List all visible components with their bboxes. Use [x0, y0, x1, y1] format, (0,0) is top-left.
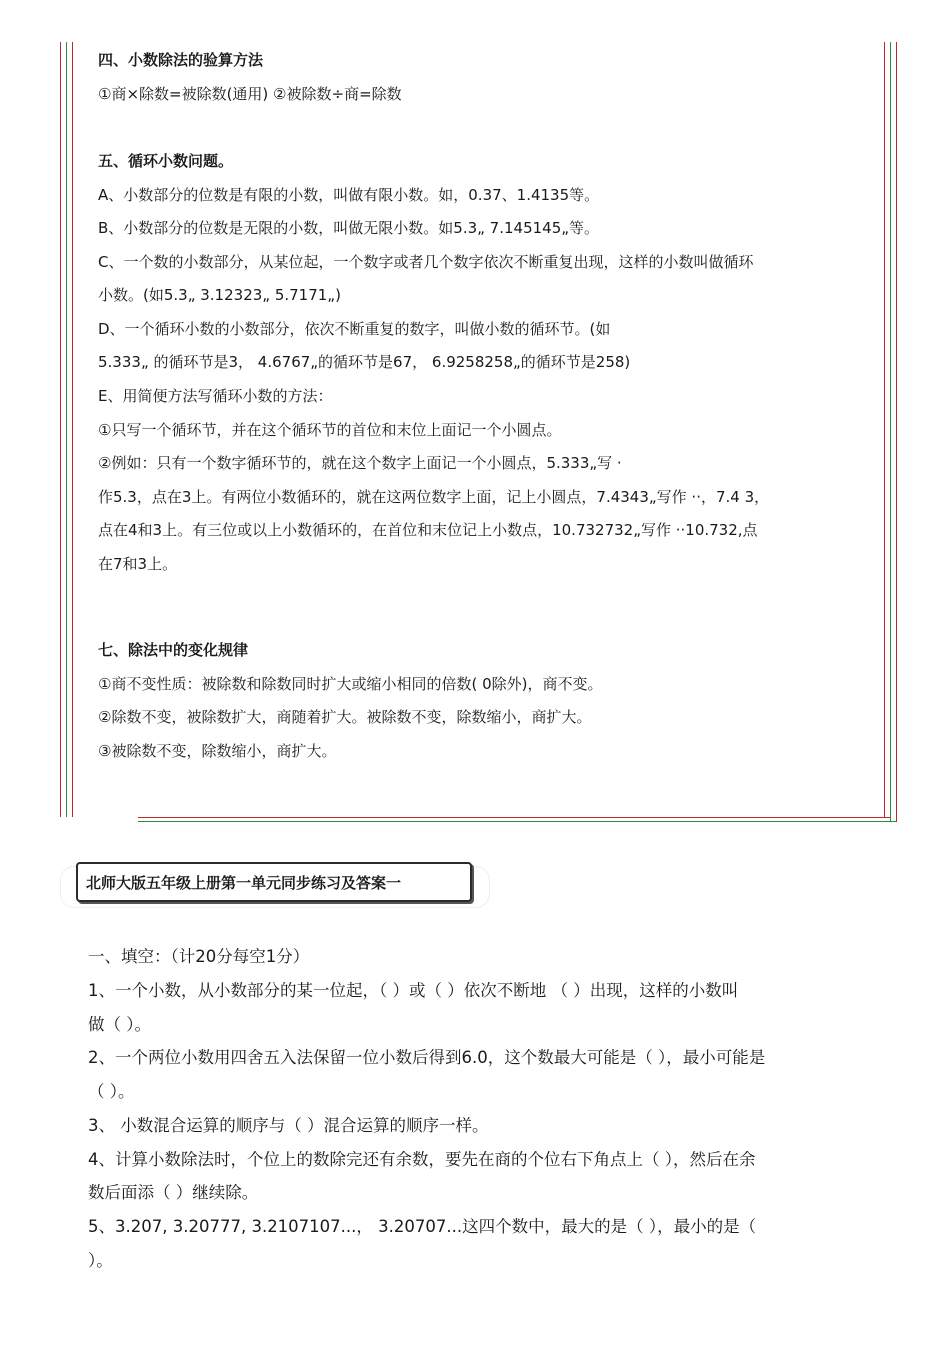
question-2-line-2: （ ）。: [88, 1082, 135, 1101]
frame-bottom-green-line: [138, 821, 896, 822]
question-5-line-2: ）。: [88, 1251, 113, 1270]
section-5-d1: D、一个循环小数的小数部分，依次不断重复的数字，叫做小数的循环节。(如: [98, 320, 611, 338]
section-7-item-3: ③被除数不变，除数缩小，商扩大。: [98, 742, 337, 760]
title-tab-box: [76, 862, 472, 902]
section-5-c2: 小数。(如5.3„ 3.12323„ 5.7171„): [98, 286, 341, 304]
section-5-title: 五、循环小数问题。: [98, 152, 234, 170]
question-2-line-1: 2、一个两位小数用四舍五入法保留一位小数后得到6.0，这个数最大可能是（ ），最小可能是: [88, 1048, 766, 1067]
frame-right-outer-red-line: [896, 42, 897, 822]
frame-left-red-line: [60, 42, 61, 817]
question-3: 3、 小数混合运算的顺序与（ ）混合运算的顺序一样。: [88, 1116, 489, 1135]
section-7-title: 七、除法中的变化规律: [98, 641, 249, 659]
question-5-line-1: 5、3.207, 3.20777, 3.2107107...， 3.20707...这四个数中，最大的是（ ），最小的是（: [88, 1217, 757, 1236]
section-5-e: E、用简便方法写循环小数的方法：: [98, 387, 333, 405]
section-title-tab: [60, 862, 488, 906]
question-1-line-1: 1、一个小数，从小数部分的某一位起，（ ）或（ ）依次不断地 （ ）出现，这样的小数叫: [88, 981, 739, 1000]
section-title: 北师大版五年级上册第一单元同步练习及答案一: [86, 874, 402, 892]
section-5-b: B、小数部分的位数是无限的小数，叫做无限小数。如5.3„ 7.145145„等。: [98, 219, 600, 237]
section-5-e2d: 在7和3上。: [98, 555, 178, 573]
section-7-item-2: ②除数不变，被除数扩大，商随着扩大。被除数不变，除数缩小，商扩大。: [98, 708, 592, 726]
frame-bottom-red-line: [138, 817, 890, 818]
section-4-line-1: ①商×除数=被除数(通用) ②被除数÷商=除数: [98, 85, 402, 103]
section-7-item-1: ①商不变性质：被除数和除数同时扩大或缩小相同的倍数( 0除外)，商不变。: [98, 675, 603, 693]
section-5-e2a: ②例如：只有一个数字循环节的，就在这个数字上面记一个小圆点，5.333„写 ·: [98, 454, 622, 472]
section-5-e2c: 点在4和3上。有三位或以上小数循环的，在首位和末位记上小数点，10.732732„写作 ··10.732,点: [98, 521, 758, 539]
section-5-e1: ①只写一个循环节，并在这个循环节的首位和末位上面记一个小圆点。: [98, 421, 562, 439]
question-4-line-2: 数后面添（ ）继续除。: [88, 1183, 259, 1202]
section-5-c1: C、一个数的小数部分，从某位起，一个数字或者几个数字依次不断重复出现，这样的小数叫做循环: [98, 253, 754, 271]
section-4-title: 四、小数除法的验算方法: [98, 51, 264, 69]
part-1-title: 一、填空：（计20分每空1分）: [88, 947, 310, 966]
frame-right-red-line: [884, 42, 885, 817]
question-1-line-2: 做（ ）。: [88, 1015, 151, 1034]
section-5-d2: 5.333„ 的循环节是3， 4.6767„的循环节是67， 6.9258258„的循环节是258): [98, 353, 631, 371]
frame-left-green-line: [66, 42, 67, 817]
frame-right-green-line: [890, 42, 891, 822]
frame-left-inner-red-line: [72, 42, 73, 817]
section-5-e2b: 作5.3，点在3上。有两位小数循环的，就在这两位数字上面，记上小圆点，7.4343„写作 ··，7.4 3，: [98, 488, 770, 506]
section-5-a: A、小数部分的位数是有限的小数，叫做有限小数。如，0.37、1.4135等。: [98, 186, 600, 204]
question-4-line-1: 4、计算小数除法时，个位上的数除完还有余数，要先在商的个位右下角点上（ ），然后在余: [88, 1150, 756, 1169]
